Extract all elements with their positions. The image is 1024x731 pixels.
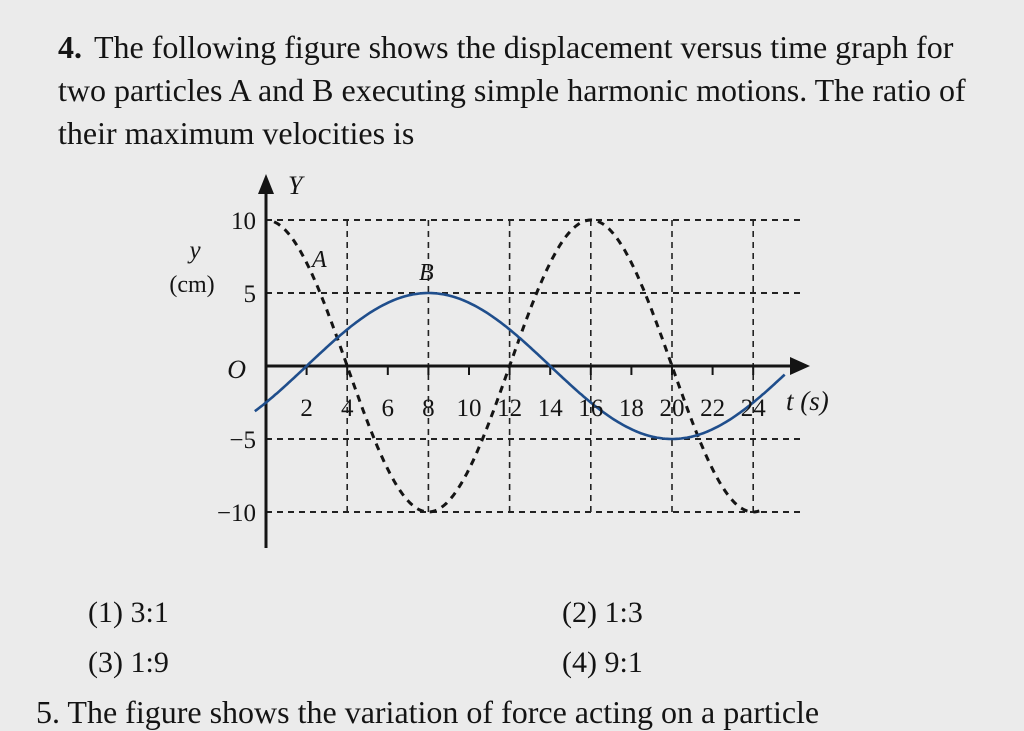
y-axis-arrow xyxy=(258,174,274,194)
series-B-label: B xyxy=(419,260,434,286)
x-tick-label-24: 24 xyxy=(740,395,766,422)
x-tick-label-16: 16 xyxy=(578,395,604,422)
option-3-label: (3) xyxy=(88,646,123,679)
x-tick-label-4: 4 xyxy=(340,395,354,422)
x-axis-title: t (s) xyxy=(786,386,829,416)
option-4-label: (4) xyxy=(562,646,597,679)
x-tick-label-2: 2 xyxy=(300,395,313,422)
y-axis-title: Y xyxy=(288,171,303,200)
x-tick-label-12: 12 xyxy=(497,395,523,422)
x-tick-label-10: 10 xyxy=(456,395,482,422)
origin-label: O xyxy=(227,355,246,384)
y-tick-label-5: 5 xyxy=(243,281,256,308)
question-body: The following figure shows the displacement versus time graph for two particles A and B executing simple harmonic motions. The ratio of their maximum velocities is xyxy=(58,29,966,151)
x-tick-label-6: 6 xyxy=(381,395,395,422)
option-2-label: (2) xyxy=(562,596,597,629)
option-3-value: 1:9 xyxy=(130,646,169,679)
option-2[interactable] xyxy=(562,596,643,630)
chart-labels xyxy=(169,171,828,527)
x-tick-label-22: 22 xyxy=(700,395,726,422)
y-axis-variable: y xyxy=(189,237,201,264)
option-1-label: (1) xyxy=(88,596,123,629)
option-4[interactable] xyxy=(562,646,643,680)
x-tick-label-14: 14 xyxy=(537,395,563,422)
option-4-value: 9:1 xyxy=(604,646,643,679)
x-tick-label-8: 8 xyxy=(422,395,435,422)
x-axis-arrow xyxy=(790,357,810,375)
option-2-value: 1:3 xyxy=(604,596,643,629)
question-number: 4. xyxy=(58,29,82,65)
option-1-value: 3:1 xyxy=(130,596,169,629)
next-question-fragment: 5. The figure shows the variation of force acting on a particle xyxy=(36,694,820,730)
x-tick-label-20: 20 xyxy=(659,395,685,422)
series-A-label: A xyxy=(312,247,327,273)
option-3[interactable] xyxy=(88,646,169,680)
y-tick-label--5: −5 xyxy=(229,427,256,454)
y-axis-unit: (cm) xyxy=(169,272,215,298)
y-tick-label-10: 10 xyxy=(231,208,256,235)
option-1[interactable] xyxy=(88,596,169,630)
x-tick-label-18: 18 xyxy=(618,395,644,422)
y-tick-label--10: −10 xyxy=(216,500,256,527)
